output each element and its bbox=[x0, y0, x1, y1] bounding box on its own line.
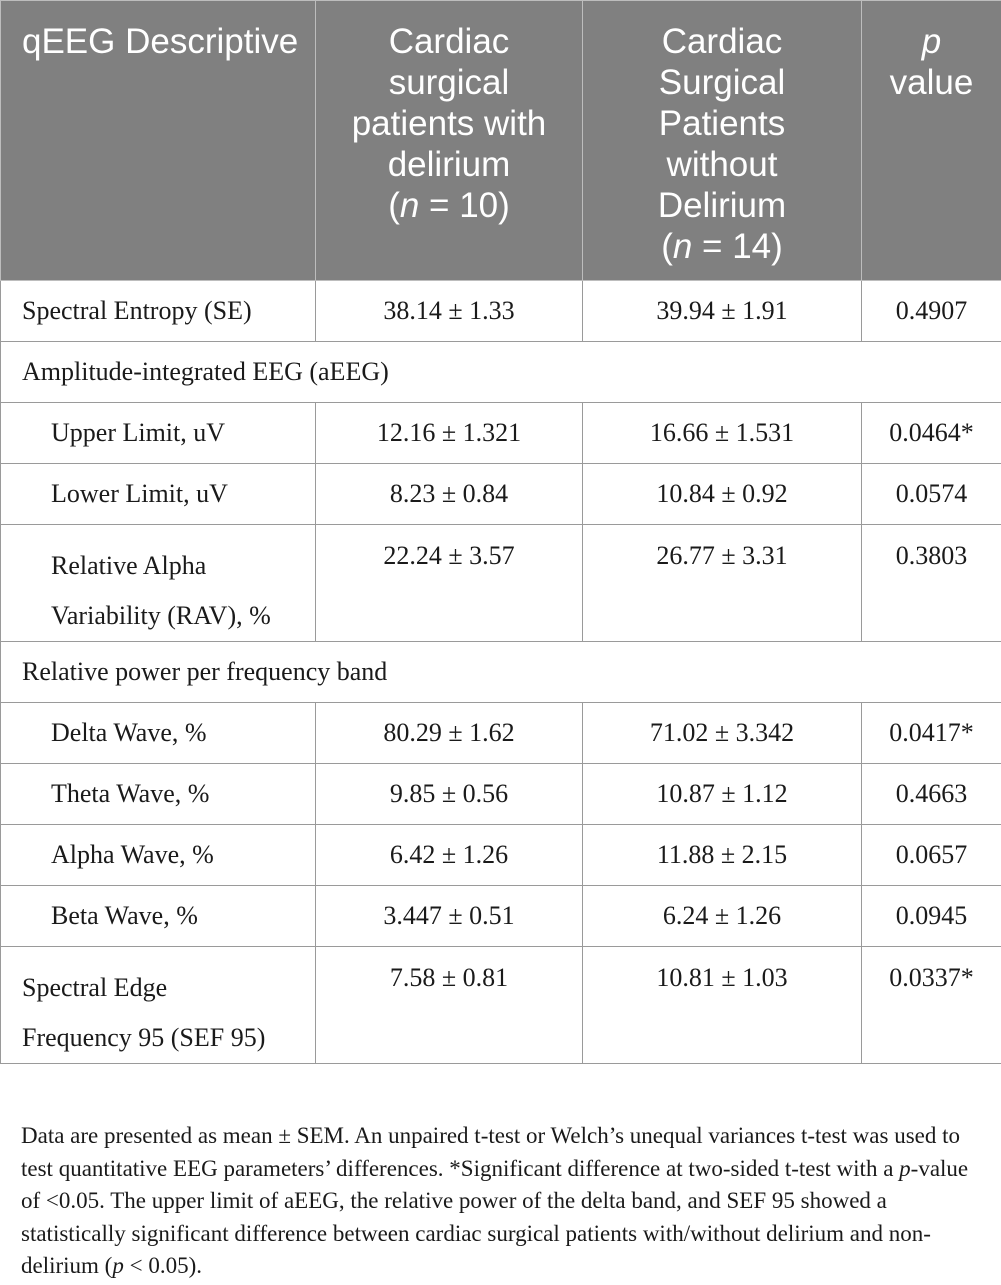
cell-without-delirium: 26.77 ± 3.31 bbox=[583, 525, 862, 642]
header-qeeg-descriptive bbox=[1, 1, 316, 281]
section-relative-power: Relative power per frequency band bbox=[1, 642, 1001, 703]
footnote-text: Data are presented as mean ± SEM. An unpaired t-test or Welch’s unequal variances t-test was used to test quantitative EEG parameters’ differences. *Significant difference at two-sided t-test with a bbox=[21, 1123, 961, 1181]
row-name: Upper Limit, uV bbox=[1, 403, 316, 464]
header-col3-line: Patients bbox=[658, 104, 786, 143]
header-col3-line: Surgical bbox=[658, 63, 786, 102]
cell-without-delirium: 11.88 ± 2.15 bbox=[583, 825, 862, 886]
header-col3-line: without bbox=[666, 145, 778, 184]
row-name bbox=[1, 525, 316, 642]
cell-with-delirium: 3.447 ± 0.51 bbox=[316, 886, 583, 947]
cell-p-value: 0.3803 bbox=[862, 525, 1001, 642]
header-col2-line: Cardiac bbox=[388, 22, 510, 61]
cell-with-delirium: 22.24 ± 3.57 bbox=[316, 525, 583, 642]
header-col2-line: surgical bbox=[388, 63, 510, 102]
cell-without-delirium: 39.94 ± 1.91 bbox=[583, 281, 862, 342]
cell-without-delirium: 16.66 ± 1.531 bbox=[583, 403, 862, 464]
cell-with-delirium: 80.29 ± 1.62 bbox=[316, 703, 583, 764]
footnote-p-italic: p bbox=[112, 1253, 124, 1278]
cell-without-delirium: 71.02 ± 3.342 bbox=[583, 703, 862, 764]
row-name: Theta Wave, % bbox=[1, 764, 316, 825]
cell-p-value: 0.4663 bbox=[862, 764, 1001, 825]
cell-p-value: 0.0417* bbox=[862, 703, 1001, 764]
row-name: Lower Limit, uV bbox=[1, 464, 316, 525]
cell-p-value: 0.4907 bbox=[862, 281, 1001, 342]
header-p-value bbox=[862, 1, 1001, 281]
table-header-row bbox=[1, 1, 1001, 281]
row-name-line: Variability (RAV), % bbox=[51, 601, 271, 630]
header-p-italic: p bbox=[921, 22, 942, 61]
section-row bbox=[1, 642, 1001, 703]
row-name-line: Frequency 95 (SEF 95) bbox=[22, 1023, 266, 1052]
row-name: Alpha Wave, % bbox=[1, 825, 316, 886]
header-col3-line: Cardiac bbox=[661, 22, 783, 61]
table-row bbox=[1, 703, 1001, 764]
table-row bbox=[1, 886, 1001, 947]
table-row bbox=[1, 464, 1001, 525]
footnote-text: -value of <0.05. The upper limit of aEEG, the relative power of the delta band, and SEF 95 showed a statistically significant difference between cardiac surgical patients with/without delirium and non-delirium ( bbox=[21, 1155, 969, 1278]
cell-p-value: 0.0464* bbox=[862, 403, 1001, 464]
cell-p-value: 0.0574 bbox=[862, 464, 1001, 525]
cell-without-delirium: 10.87 ± 1.12 bbox=[583, 764, 862, 825]
row-name: Delta Wave, % bbox=[1, 703, 316, 764]
footnote-text: < 0.05). bbox=[123, 1253, 202, 1278]
header-col2-line: delirium bbox=[387, 145, 511, 184]
section-aeeg: Amplitude-integrated EEG (aEEG) bbox=[1, 342, 1001, 403]
header-col3-n-value: = 14) bbox=[692, 227, 783, 266]
header-col3-line: Delirium bbox=[657, 186, 787, 225]
cell-with-delirium: 9.85 ± 0.56 bbox=[316, 764, 583, 825]
cell-without-delirium: 6.24 ± 1.26 bbox=[583, 886, 862, 947]
header-col2-n-value: = 10) bbox=[419, 186, 510, 225]
header-col2-line: patients with bbox=[351, 104, 547, 143]
header-with-delirium: Cardiac surgical patients with delirium (n = 10) bbox=[316, 1, 583, 281]
header-without-delirium: Cardiac Surgical Patients without Delirium (n = 14) bbox=[583, 1, 862, 281]
cell-with-delirium: 6.42 ± 1.26 bbox=[316, 825, 583, 886]
row-name-line: Relative Alpha bbox=[51, 551, 207, 580]
table-footnote bbox=[21, 1120, 981, 1283]
row-name: Beta Wave, % bbox=[1, 886, 316, 947]
cell-without-delirium: 10.81 ± 1.03 bbox=[583, 947, 862, 1064]
cell-with-delirium: 7.58 ± 0.81 bbox=[316, 947, 583, 1064]
table-row bbox=[1, 825, 1001, 886]
footnote-p-italic: p bbox=[899, 1155, 911, 1181]
cell-with-delirium: 8.23 ± 0.84 bbox=[316, 464, 583, 525]
cell-without-delirium: 10.84 ± 0.92 bbox=[583, 464, 862, 525]
cell-p-value: 0.0337* bbox=[862, 947, 1001, 1064]
header-col3-n-label: n bbox=[672, 227, 693, 266]
table-row bbox=[1, 764, 1001, 825]
cell-p-value: 0.0657 bbox=[862, 825, 1001, 886]
row-name: Spectral Entropy (SE) bbox=[1, 281, 316, 342]
table-row bbox=[1, 281, 1001, 342]
table-row bbox=[1, 403, 1001, 464]
header-col2-n-label: n bbox=[399, 186, 420, 225]
header-value-text: value bbox=[889, 63, 974, 102]
row-name bbox=[1, 947, 316, 1064]
row-name-line: Spectral Edge bbox=[22, 973, 168, 1002]
cell-p-value: 0.0945 bbox=[862, 886, 1001, 947]
table-row bbox=[1, 947, 1001, 1064]
cell-with-delirium: 38.14 ± 1.33 bbox=[316, 281, 583, 342]
header-col1-text: qEEG Descriptive bbox=[22, 22, 299, 61]
table-row bbox=[1, 525, 1001, 642]
cell-with-delirium: 12.16 ± 1.321 bbox=[316, 403, 583, 464]
section-row bbox=[1, 342, 1001, 403]
